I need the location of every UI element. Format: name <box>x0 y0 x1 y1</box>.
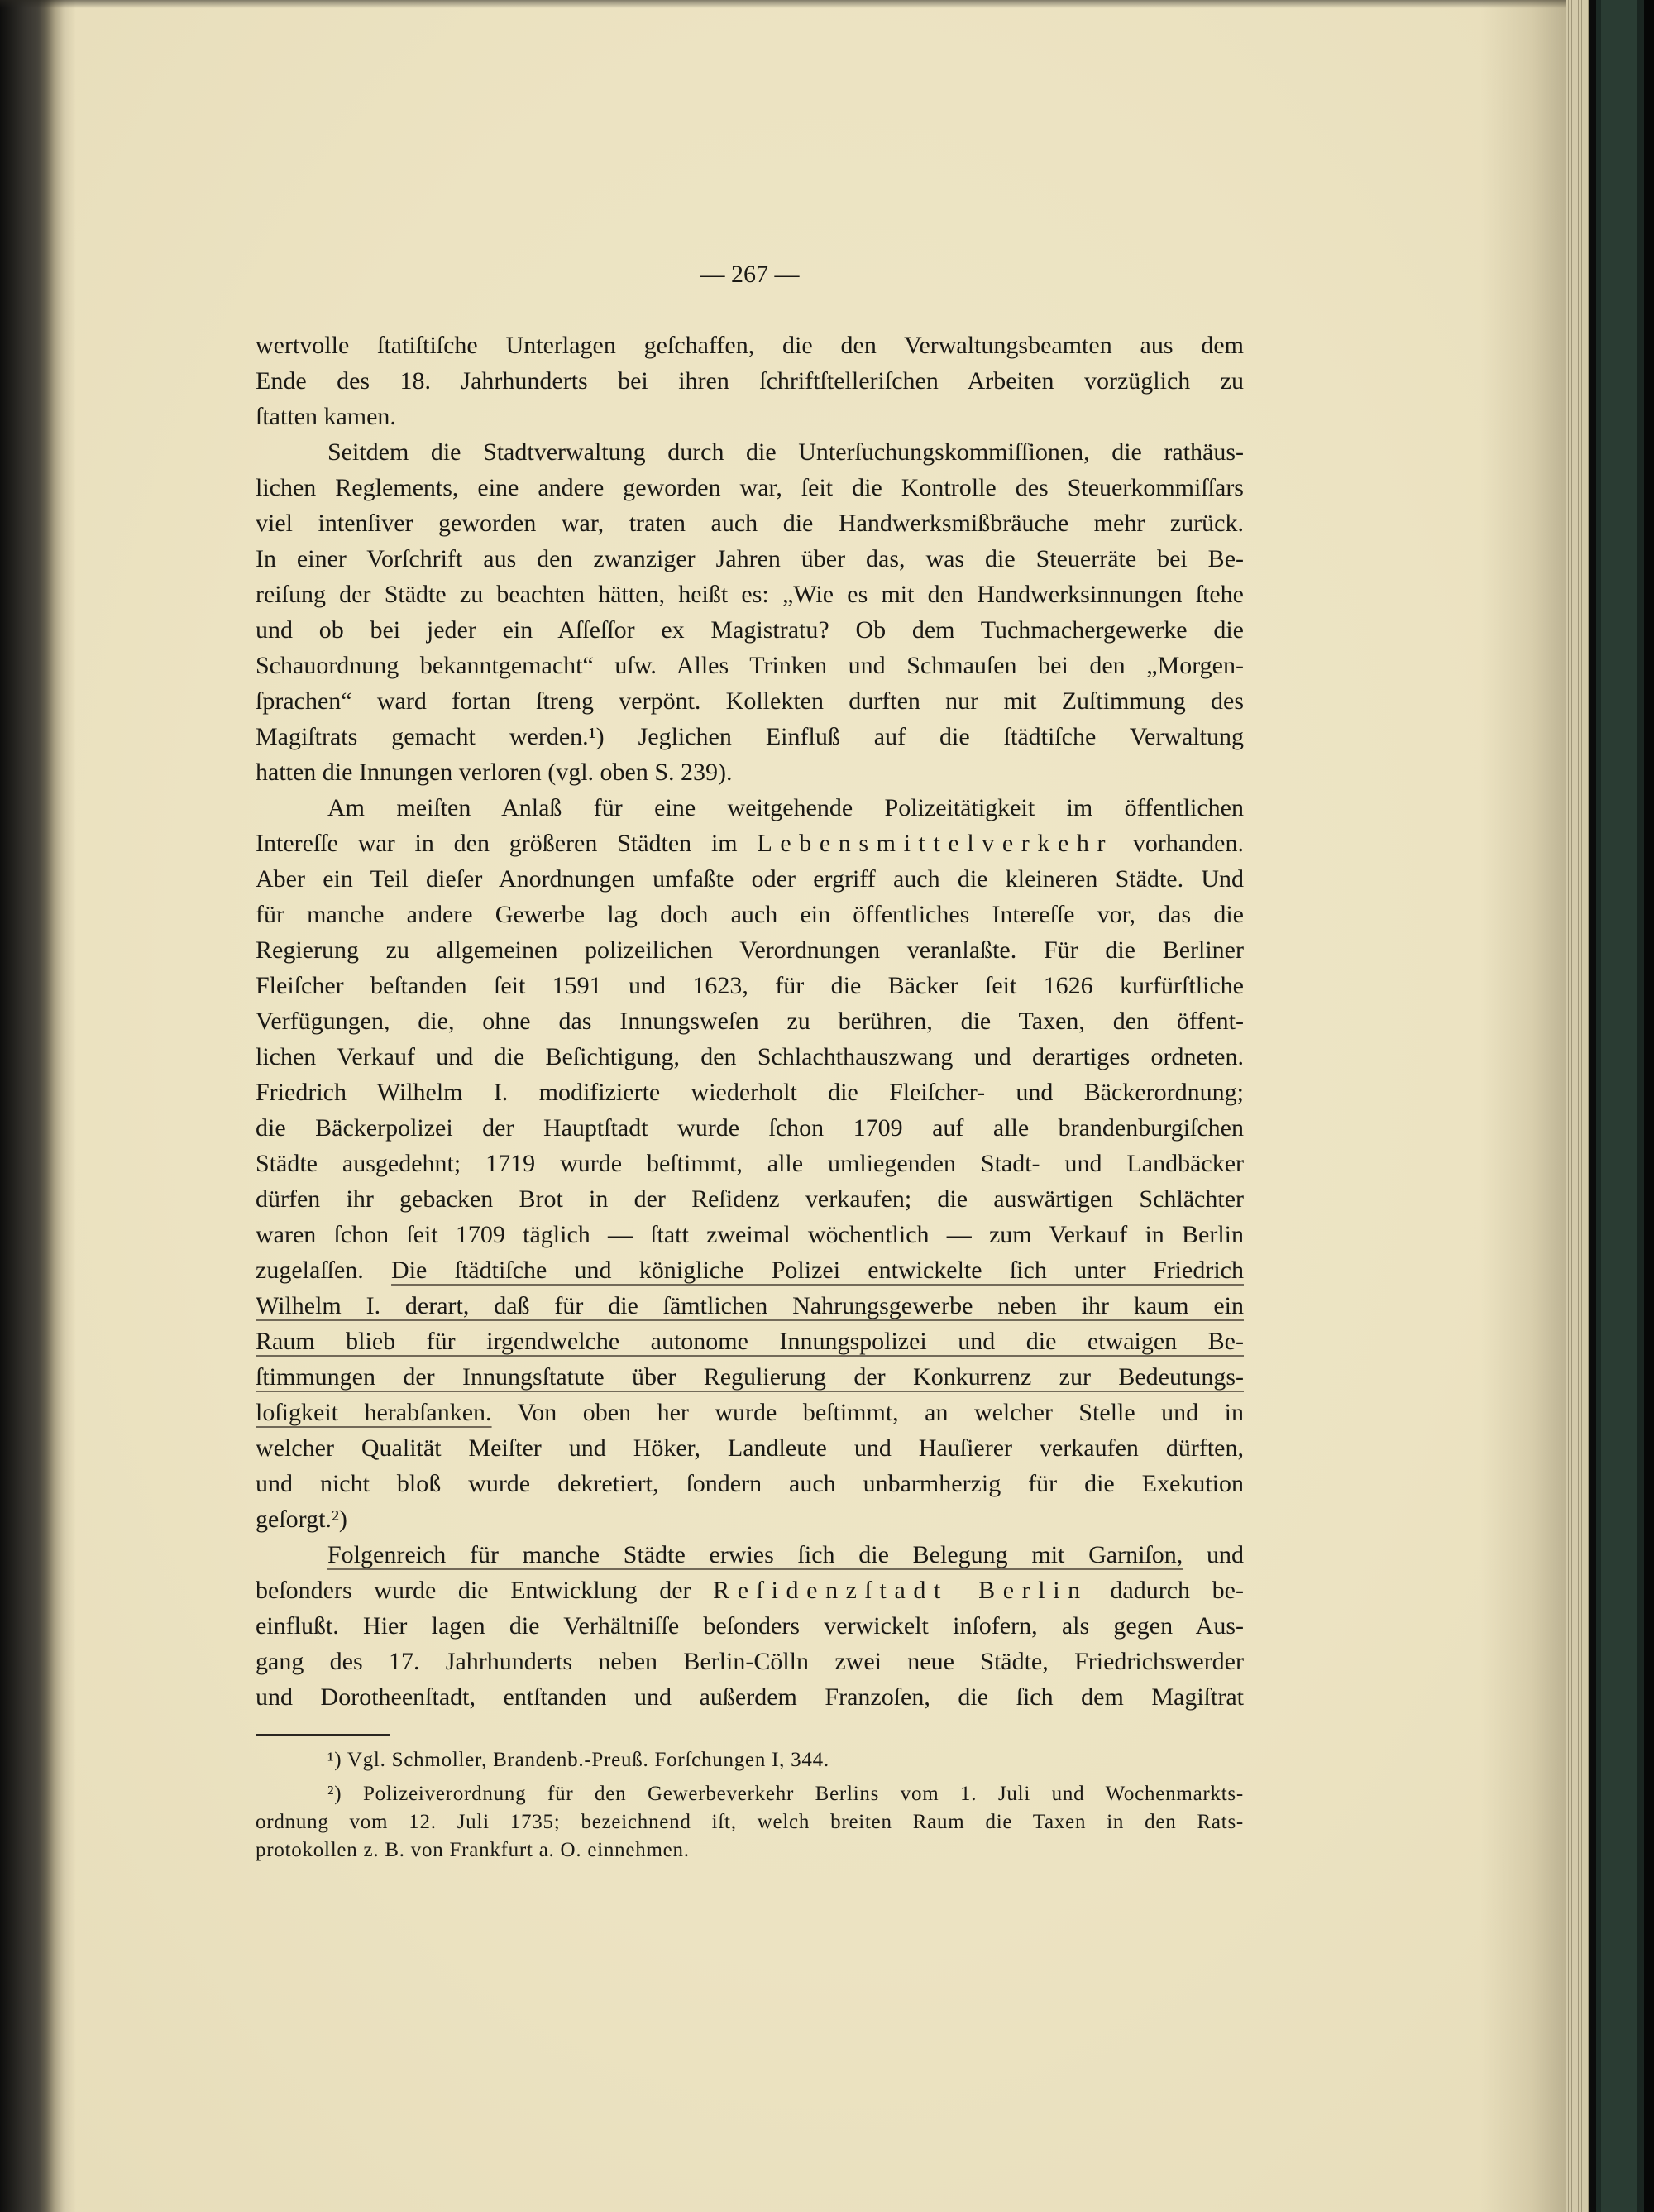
underlined-passage: Die ſtädtiſche und königliche Polizei entwickelte ſich unter Friedrich <box>391 1257 1244 1284</box>
footnotes <box>256 1746 1244 1865</box>
paragraph <box>256 790 1244 1537</box>
text-line <box>256 1537 1244 1573</box>
page-curvature-shadow <box>1480 0 1566 2212</box>
text-line: Ende des 18. Jahrhunderts bei ihren ſchriftſtelleriſchen Arbeiten vorzüglich zu <box>256 367 1244 395</box>
text-line <box>256 1573 1244 1608</box>
page-number: — 267 — <box>700 261 800 288</box>
underlined-passage: Folgenreich für manche Städte erwies ſich die Belegung mit Garniſon, <box>327 1541 1183 1568</box>
text-line: einflußt. Hier lagen die Verhältniſſe beſonders verwickelt inſofern, als gegen Aus- <box>256 1612 1244 1640</box>
text-line: Verfügungen, die, ohne das Innungsweſen zu berühren, die Taxen, den öffent- <box>256 1008 1244 1035</box>
body-text <box>256 328 1244 1715</box>
text-line: Städte ausgedehnt; 1719 wurde beſtimmt, alle umliegenden Stadt- und Landbäcker <box>256 1150 1244 1177</box>
text-line <box>256 1359 1244 1395</box>
text-line <box>256 1395 1244 1430</box>
text-line: Seitdem die Stadtverwaltung durch die Unterſuchungskommiſſionen, die rathäus- <box>327 438 1244 466</box>
text-segment: vorhanden. <box>1113 830 1244 857</box>
text-segment: Intereſſe war in den größeren Städten im <box>256 830 758 857</box>
text-line: geſorgt.²) <box>256 1506 347 1533</box>
text-line: Regierung zu allgemeinen polizeilichen Verordnungen veranlaßte. Für die Berliner <box>256 936 1244 964</box>
book-cover-edge <box>1589 0 1654 2212</box>
text-line: Magiſtrats gemacht werden.¹) Jeglichen Einfluß auf die ſtädtiſche Verwaltung <box>256 723 1244 750</box>
letterspaced-emphasis: Reſidenzſtadt Berlin <box>713 1577 1088 1604</box>
text-line: und Dorotheenſtadt, entſtanden und außerdem Franzoſen, die ſich dem Magiſtrat <box>256 1683 1244 1711</box>
text-line: wertvolle ſtatiſtiſche Unterlagen geſchaffen, die den Verwaltungsbeamten aus dem <box>256 332 1244 359</box>
footnote: ¹) Vgl. Schmoller, Brandenb.-Preuß. Forſchungen I, 344. <box>327 1749 829 1771</box>
underlined-passage: Raum blieb für irgendwelche autonome Innungspolizei und die etwaigen Be- <box>256 1328 1244 1355</box>
text-line: Am meiſten Anlaß für eine weitgehende Polizeitätigkeit im öffentlichen <box>327 794 1244 821</box>
text-line: viel intenſiver geworden war, traten auch die Handwerksmißbräuche mehr zurück. <box>256 510 1244 537</box>
text-line: Friedrich Wilhelm I. modifizierte wiederholt die Fleiſcher- und Bäckerordnung; <box>256 1079 1244 1106</box>
underlined-passage: Wilhelm I. derart, daß für die ſämtlichen Nahrungsgewerbe neben ihr kaum ein <box>256 1292 1244 1319</box>
underlined-passage: loſigkeit herabſanken. <box>256 1399 492 1426</box>
text-line <box>256 1252 1244 1288</box>
text-line: ſprachen“ ward fortan ſtreng verpönt. Kollekten durften nur mit Zuſtimmung des <box>256 687 1244 715</box>
paragraph <box>256 1537 1244 1715</box>
text-line: ſtatten kamen. <box>256 403 396 430</box>
text-line <box>256 1324 1244 1359</box>
text-line: und ob bei jeder ein Aſſeſſor ex Magistratu? Ob dem Tuchmachergewerke die <box>256 616 1244 644</box>
text-line: Fleiſcher beſtanden ſeit 1591 und 1623, für die Bäcker ſeit 1626 kurfürſtliche <box>256 972 1244 999</box>
text-line: für manche andere Gewerbe lag doch auch ein öffentliches Intereſſe vor, das die <box>256 901 1244 928</box>
text-line: Schauordnung bekanntgemacht“ uſw. Alles Trinken und Schmauſen bei den „Morgen- <box>256 652 1244 679</box>
text-segment: beſonders wurde die Entwicklung der <box>256 1577 714 1604</box>
text-line: hatten die Innungen verloren (vgl. oben S. 239). <box>256 759 733 786</box>
text-line: und nicht bloß wurde dekretiert, ſondern auch unbarmherzig für die Exekution <box>256 1470 1244 1497</box>
footnote-rule <box>256 1734 390 1736</box>
underlined-passage: ſtimmungen der Innungsſtatute über Regulierung der Konkurrenz zur Bedeutungs- <box>256 1363 1244 1391</box>
text-line <box>256 1288 1244 1324</box>
text-line: welcher Qualität Meiſter und Höker, Landleute und Hauſierer verkaufen dürften, <box>256 1434 1244 1462</box>
paragraph <box>256 328 1244 434</box>
text-segment: und <box>1183 1541 1244 1568</box>
text-line: Aber ein Teil dieſer Anordnungen umfaßte oder ergriff auch die kleineren Städte. Und <box>256 865 1244 893</box>
letterspaced-emphasis: Lebensmittelverkehr <box>757 830 1114 857</box>
text-line: lichen Reglements, eine andere geworden war, ſeit die Kontrolle des Steuerkommiſſars <box>256 474 1244 501</box>
text-line <box>256 826 1244 861</box>
text-line: reiſung der Städte zu beachten hätten, heißt es: „Wie es mit den Handwerksinnungen ſtehe <box>256 581 1244 608</box>
text-line: gang des 17. Jahrhunderts neben Berlin-Cölln zwei neue Städte, Friedrichswerder <box>256 1648 1244 1675</box>
footnote-continuation: protokollen z. B. von Frankfurt a. O. einnehmen. <box>256 1839 690 1861</box>
book-gutter <box>0 0 76 2212</box>
text-segment: Von oben her wurde beſtimmt, an welcher Stelle und in <box>491 1399 1244 1426</box>
footnote: ²) Polizeiverordnung für den Gewerbeverkehr Berlins vom 1. Juli und Wochenmarkts- <box>327 1783 1244 1805</box>
top-edge-shadow <box>0 0 1590 8</box>
footnote-continuation: ordnung vom 12. Juli 1735; bezeichnend iſt, welch breiten Raum die Taxen in den Rats- <box>256 1811 1244 1833</box>
page-edge-stack <box>1566 0 1590 2212</box>
text-segment: zugelaſſen. <box>256 1257 392 1284</box>
text-line: die Bäckerpolizei der Hauptſtadt wurde ſchon 1709 auf alle brandenburgiſchen <box>256 1114 1244 1142</box>
text-segment: dadurch be- <box>1088 1577 1244 1604</box>
text-line: lichen Verkauf und die Beſichtigung, den Schlachthauszwang und derartiges ordneten. <box>256 1043 1244 1070</box>
text-line: In einer Vorſchrift aus den zwanziger Jahren über das, was die Steuerräte bei Be- <box>256 545 1244 572</box>
text-line: dürfen ihr gebacken Brot in der Reſidenz verkaufen; die auswärtigen Schlächter <box>256 1185 1244 1213</box>
text-line: waren ſchon ſeit 1709 täglich — ſtatt zweimal wöchentlich — zum Verkauf in Berlin <box>256 1221 1244 1248</box>
paragraph <box>256 434 1244 790</box>
